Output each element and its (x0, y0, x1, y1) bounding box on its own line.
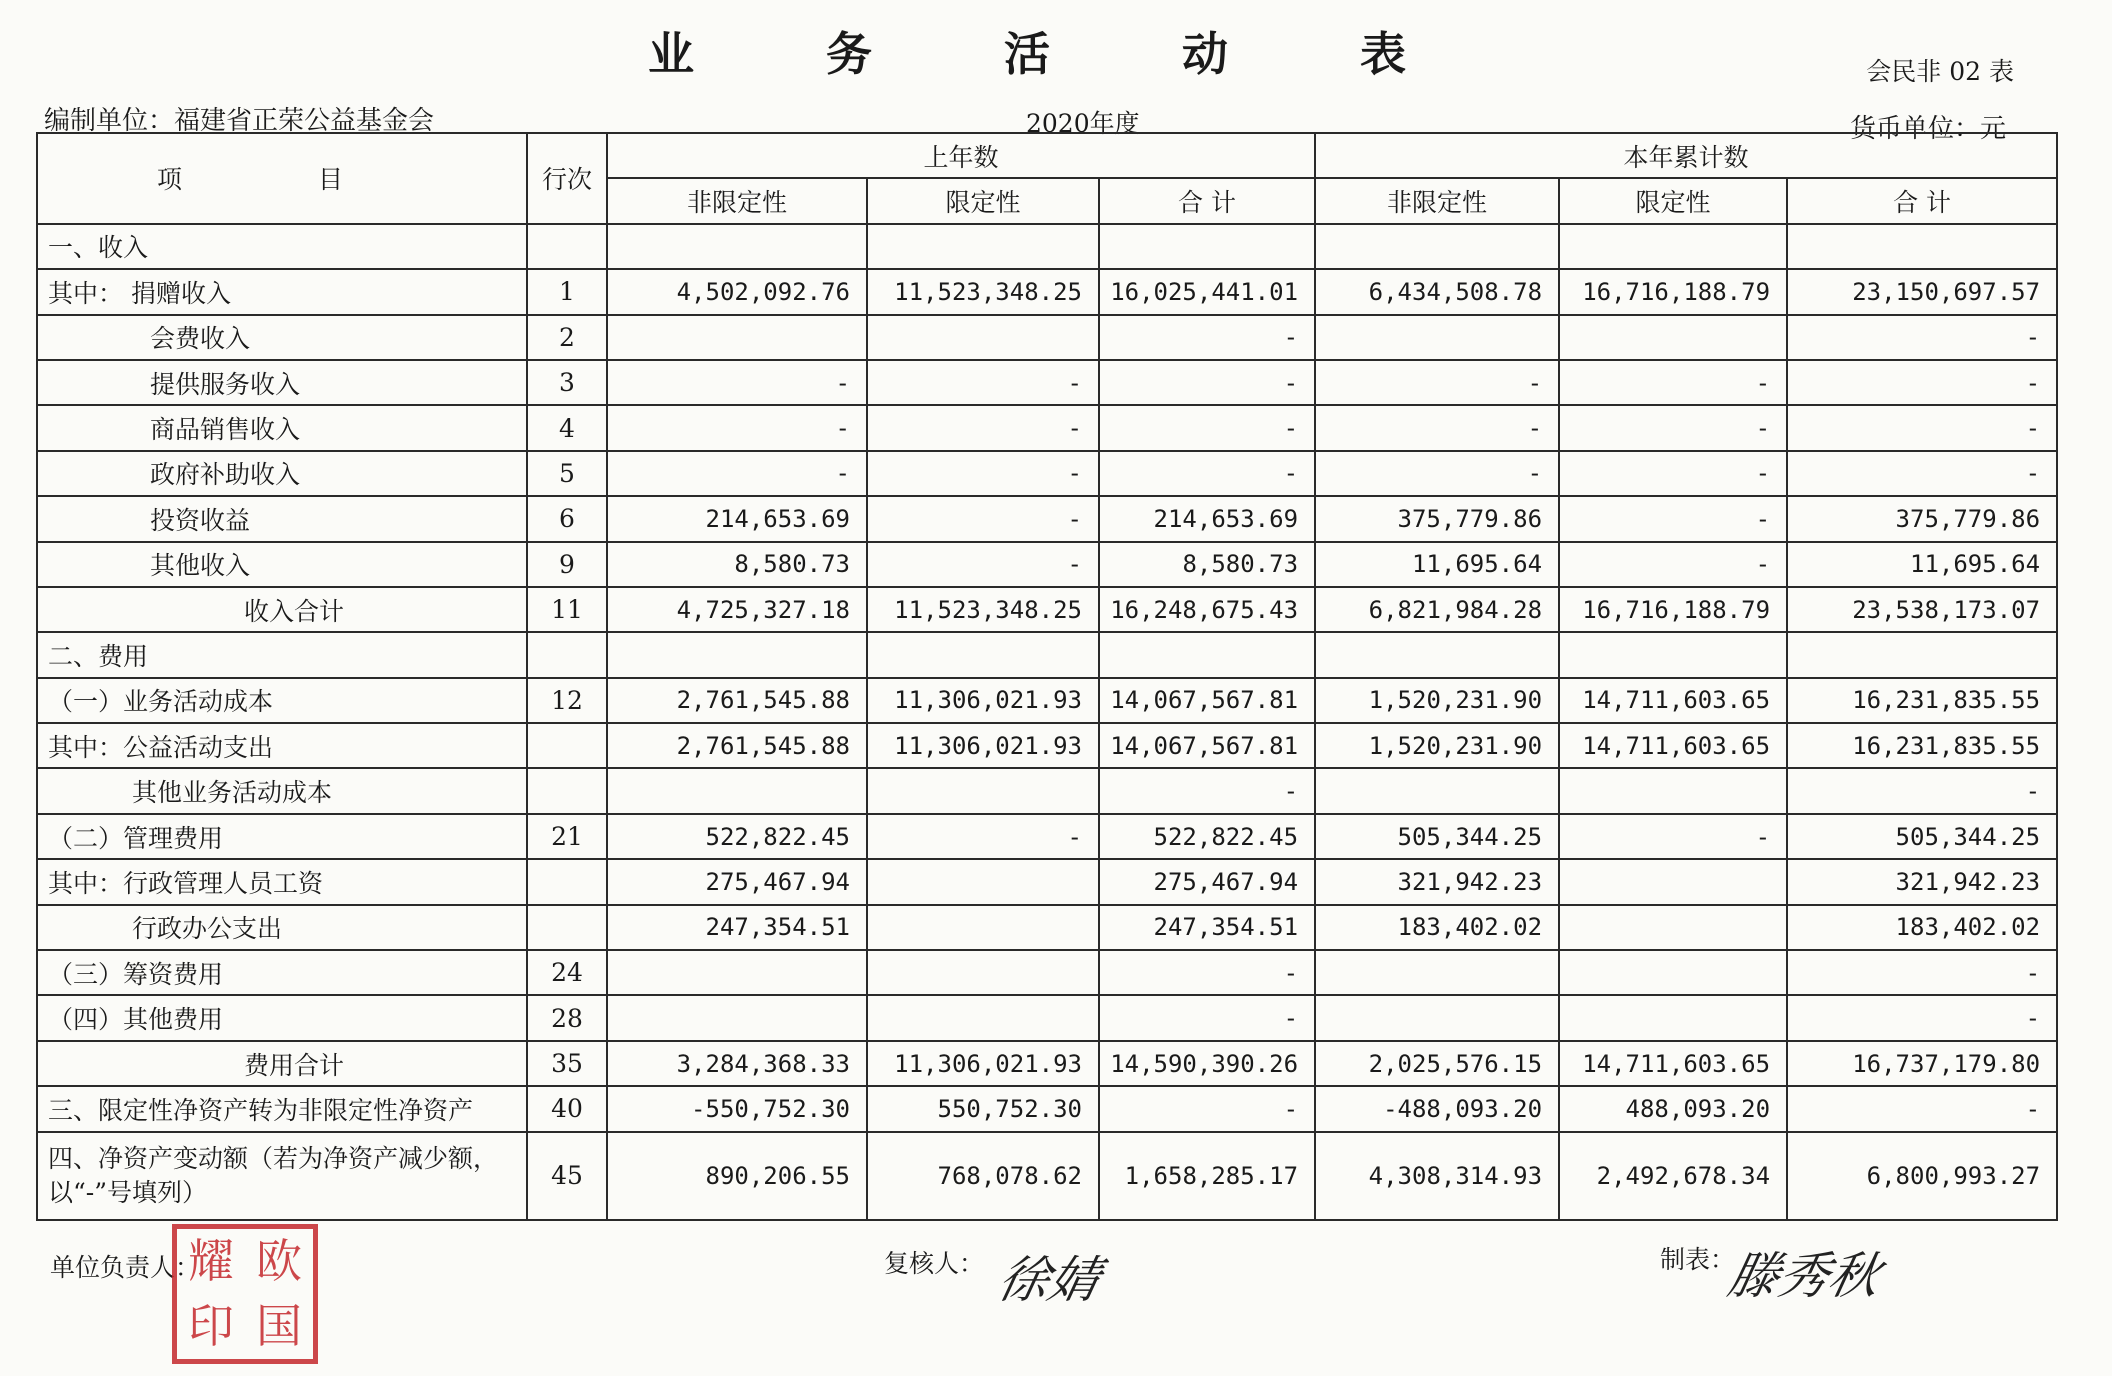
row-value-cell (1559, 224, 1787, 269)
table-row (37, 632, 2057, 677)
row-value-cell: - (867, 451, 1099, 496)
row-value-cell: - (1099, 451, 1315, 496)
row-value-cell: 1,520,231.90 (1315, 678, 1559, 723)
row-value-cell: 23,150,697.57 (1787, 269, 2057, 314)
header-prev-total: 合 计 (1099, 178, 1315, 223)
row-value-cell: - (1787, 768, 2057, 813)
row-value-cell: 4,502,092.76 (607, 269, 867, 314)
row-value-cell: - (1099, 1086, 1315, 1131)
reviewer-label: 复核人： (884, 1249, 985, 1278)
row-value-cell: 8,580.73 (1099, 542, 1315, 587)
header-previous-year: 上年数 (607, 133, 1315, 178)
table-row (37, 315, 2057, 360)
row-value-cell: 1,520,231.90 (1315, 723, 1559, 768)
row-value-cell: - (1559, 542, 1787, 587)
row-value-cell: 275,467.94 (1099, 859, 1315, 904)
row-item-label: 其他收入 (37, 542, 527, 587)
row-line-number: 24 (527, 950, 607, 995)
row-value-cell: 321,942.23 (1787, 859, 2057, 904)
row-value-cell: 6,800,993.27 (1787, 1132, 2057, 1220)
row-value-cell: - (1099, 950, 1315, 995)
preparing-unit: 编制单位：福建省正荣公益基金会 (44, 106, 435, 136)
header-curr-restricted: 限定性 (1559, 178, 1787, 223)
row-value-cell (607, 632, 867, 677)
row-value-cell: - (1787, 451, 2057, 496)
row-value-cell (867, 859, 1099, 904)
row-line-number: 40 (527, 1086, 607, 1131)
unit-head-label: 单位负责人： (50, 1253, 201, 1282)
row-value-cell: 14,590,390.26 (1099, 1041, 1315, 1086)
row-value-cell: - (1559, 496, 1787, 541)
currency-unit: 货币单位：元 (1849, 114, 2006, 144)
table-row (37, 905, 2057, 950)
report-title: 业 务 活 动 表 (647, 27, 1465, 81)
row-value-cell: 14,067,567.81 (1099, 723, 1315, 768)
row-value-cell (867, 905, 1099, 950)
row-value-cell: 375,779.86 (1787, 496, 2057, 541)
row-value-cell: - (1787, 995, 2057, 1040)
row-item-label: 提供服务收入 (37, 360, 527, 405)
row-value-cell: 3,284,368.33 (607, 1041, 867, 1086)
row-value-cell (1315, 995, 1559, 1040)
row-value-cell: - (1315, 360, 1559, 405)
row-item-label: 行政办公支出 (37, 905, 527, 950)
row-value-cell: 275,467.94 (607, 859, 867, 904)
row-value-cell: 2,025,576.15 (1315, 1041, 1559, 1086)
row-value-cell: 16,716,188.79 (1559, 587, 1787, 632)
table-row (37, 859, 2057, 904)
table-row (37, 1132, 2057, 1220)
row-value-cell (1315, 632, 1559, 677)
row-value-cell: - (607, 451, 867, 496)
row-value-cell: 214,653.69 (607, 496, 867, 541)
table-row (37, 1086, 2057, 1131)
row-value-cell: - (867, 360, 1099, 405)
table-row (37, 360, 2057, 405)
row-value-cell: 890,206.55 (607, 1132, 867, 1220)
row-value-cell: - (1099, 360, 1315, 405)
row-item-label: 投资收益 (37, 496, 527, 541)
row-value-cell: - (1787, 405, 2057, 450)
row-value-cell: 375,779.86 (1315, 496, 1559, 541)
row-value-cell: 522,822.45 (1099, 814, 1315, 859)
row-value-cell: 11,306,021.93 (867, 723, 1099, 768)
row-item-label: （二）管理费用 (37, 814, 527, 859)
header-curr-total: 合 计 (1787, 178, 2057, 223)
row-value-cell: 16,737,179.80 (1787, 1041, 2057, 1086)
business-activity-table (36, 132, 2058, 1221)
table-row (37, 678, 2057, 723)
reviewer-signature: 徐婧 (992, 1251, 1106, 1309)
row-value-cell: - (867, 496, 1099, 541)
form-number: 会民非 02 表 (1866, 57, 2014, 86)
row-value-cell: 11,523,348.25 (867, 269, 1099, 314)
seal-char: 耀 (188, 1234, 234, 1288)
seal-char: 欧 (256, 1234, 302, 1288)
row-line-number (527, 859, 607, 904)
row-line-number: 12 (527, 678, 607, 723)
row-value-cell: 2,492,678.34 (1559, 1132, 1787, 1220)
row-item-label: 其中：公益活动支出 (37, 723, 527, 768)
row-value-cell: 247,354.51 (1099, 905, 1315, 950)
row-value-cell: 247,354.51 (607, 905, 867, 950)
row-line-number (527, 905, 607, 950)
row-line-number: 21 (527, 814, 607, 859)
header-curr-unrestricted: 非限定性 (1315, 178, 1559, 223)
row-item-label: 其中： 捐赠收入 (37, 269, 527, 314)
row-line-number: 2 (527, 315, 607, 360)
row-value-cell (867, 315, 1099, 360)
row-value-cell: 16,231,835.55 (1787, 723, 2057, 768)
row-value-cell: 488,093.20 (1559, 1086, 1787, 1131)
row-line-number: 1 (527, 269, 607, 314)
row-value-cell: - (1559, 814, 1787, 859)
row-value-cell: 183,402.02 (1787, 905, 2057, 950)
row-value-cell: - (867, 542, 1099, 587)
row-value-cell (1559, 859, 1787, 904)
row-value-cell: -550,752.30 (607, 1086, 867, 1131)
row-line-number: 45 (527, 1132, 607, 1220)
row-value-cell: 6,821,984.28 (1315, 587, 1559, 632)
preparer-label: 制表： (1660, 1245, 1736, 1274)
row-value-cell (1315, 768, 1559, 813)
row-line-number: 28 (527, 995, 607, 1040)
row-line-number: 9 (527, 542, 607, 587)
row-value-cell (867, 224, 1099, 269)
row-line-number: 35 (527, 1041, 607, 1086)
row-item-label: 一、收入 (37, 224, 527, 269)
row-value-cell: 11,523,348.25 (867, 587, 1099, 632)
preparer-signature: 滕秀秋 (1722, 1247, 1886, 1305)
row-item-label: 其他业务活动成本 (37, 768, 527, 813)
row-value-cell: 14,067,567.81 (1099, 678, 1315, 723)
table-row (37, 269, 2057, 314)
row-value-cell: 6,434,508.78 (1315, 269, 1559, 314)
row-value-cell: 11,306,021.93 (867, 678, 1099, 723)
row-value-cell (1099, 224, 1315, 269)
row-value-cell (1787, 632, 2057, 677)
row-value-cell: - (1315, 405, 1559, 450)
row-value-cell: 183,402.02 (1315, 905, 1559, 950)
row-value-cell: 11,695.64 (1787, 542, 2057, 587)
row-value-cell (1787, 224, 2057, 269)
table-row (37, 768, 2057, 813)
row-item-label: 政府补助收入 (37, 451, 527, 496)
seal-stamp (172, 1224, 318, 1364)
row-value-cell: 522,822.45 (607, 814, 867, 859)
row-value-cell: - (1559, 360, 1787, 405)
row-value-cell (1559, 950, 1787, 995)
row-line-number (527, 632, 607, 677)
row-item-label: 二、费用 (37, 632, 527, 677)
row-value-cell: - (1099, 995, 1315, 1040)
table-row (37, 995, 2057, 1040)
row-item-label: 商品销售收入 (37, 405, 527, 450)
table-row (37, 950, 2057, 995)
table-row (37, 723, 2057, 768)
row-value-cell: - (607, 360, 867, 405)
report-year: 2020年度 (1026, 109, 1140, 138)
row-value-cell: 505,344.25 (1787, 814, 2057, 859)
row-value-cell: - (1099, 315, 1315, 360)
row-line-number (527, 723, 607, 768)
header-item: 项 目 (37, 133, 527, 224)
row-line-number: 6 (527, 496, 607, 541)
header-prev-unrestricted: 非限定性 (607, 178, 867, 223)
seal-char: 国 (256, 1299, 302, 1353)
row-item-label: （四）其他费用 (37, 995, 527, 1040)
table-row (37, 1041, 2057, 1086)
row-value-cell: - (1315, 451, 1559, 496)
row-value-cell: - (1559, 451, 1787, 496)
row-value-cell (1099, 632, 1315, 677)
row-line-number (527, 224, 607, 269)
row-value-cell (607, 315, 867, 360)
row-line-number: 4 (527, 405, 607, 450)
row-value-cell: 23,538,173.07 (1787, 587, 2057, 632)
row-value-cell: 214,653.69 (1099, 496, 1315, 541)
row-value-cell: - (867, 814, 1099, 859)
row-line-number (527, 768, 607, 813)
table-row (37, 405, 2057, 450)
row-value-cell: - (1787, 360, 2057, 405)
row-value-cell: - (607, 405, 867, 450)
table-row (37, 451, 2057, 496)
row-value-cell (1559, 315, 1787, 360)
row-value-cell (607, 995, 867, 1040)
row-value-cell: 11,306,021.93 (867, 1041, 1099, 1086)
row-value-cell (1559, 995, 1787, 1040)
header-line-no: 行次 (527, 133, 607, 224)
header-prev-restricted: 限定性 (867, 178, 1099, 223)
row-value-cell: 1,658,285.17 (1099, 1132, 1315, 1220)
row-value-cell: 16,025,441.01 (1099, 269, 1315, 314)
row-value-cell: 2,761,545.88 (607, 678, 867, 723)
row-value-cell (607, 224, 867, 269)
row-value-cell: 14,711,603.65 (1559, 723, 1787, 768)
row-value-cell (867, 995, 1099, 1040)
row-item-label: 四、净资产变动额（若为净资产减少额，以“-”号填列） (37, 1132, 527, 1220)
row-value-cell: 16,248,675.43 (1099, 587, 1315, 632)
row-line-number: 11 (527, 587, 607, 632)
row-value-cell (1559, 905, 1787, 950)
table-row (37, 496, 2057, 541)
row-line-number: 5 (527, 451, 607, 496)
row-value-cell: 505,344.25 (1315, 814, 1559, 859)
table-row (37, 542, 2057, 587)
table-row (37, 814, 2057, 859)
row-item-label: 费用合计 (37, 1041, 527, 1086)
header-current-year: 本年累计数 (1315, 133, 2057, 178)
row-value-cell: 768,078.62 (867, 1132, 1099, 1220)
row-item-label: 其中：行政管理人员工资 (37, 859, 527, 904)
row-item-label: （三）筹资费用 (37, 950, 527, 995)
row-value-cell: - (1787, 315, 2057, 360)
row-value-cell: 16,231,835.55 (1787, 678, 2057, 723)
row-line-number: 3 (527, 360, 607, 405)
seal-char: 印 (188, 1299, 234, 1353)
table-row (37, 587, 2057, 632)
row-value-cell: 2,761,545.88 (607, 723, 867, 768)
row-item-label: 三、限定性净资产转为非限定性净资产 (37, 1086, 527, 1131)
table-row (37, 224, 2057, 269)
row-value-cell: 14,711,603.65 (1559, 1041, 1787, 1086)
row-value-cell (1559, 632, 1787, 677)
row-value-cell (607, 768, 867, 813)
row-item-label: 收入合计 (37, 587, 527, 632)
row-value-cell (867, 632, 1099, 677)
row-value-cell (867, 950, 1099, 995)
row-value-cell: 550,752.30 (867, 1086, 1099, 1131)
row-value-cell: - (1787, 950, 2057, 995)
row-value-cell: - (1559, 405, 1787, 450)
row-value-cell: 321,942.23 (1315, 859, 1559, 904)
row-value-cell (1315, 950, 1559, 995)
row-item-label: （一）业务活动成本 (37, 678, 527, 723)
row-value-cell (1315, 315, 1559, 360)
row-item-label: 会费收入 (37, 315, 527, 360)
row-value-cell (867, 768, 1099, 813)
row-value-cell (607, 950, 867, 995)
row-value-cell: 8,580.73 (607, 542, 867, 587)
row-value-cell: - (1099, 768, 1315, 813)
row-value-cell: 16,716,188.79 (1559, 269, 1787, 314)
row-value-cell: 4,725,327.18 (607, 587, 867, 632)
row-value-cell (1315, 224, 1559, 269)
row-value-cell: -488,093.20 (1315, 1086, 1559, 1131)
row-value-cell (1559, 768, 1787, 813)
row-value-cell: 4,308,314.93 (1315, 1132, 1559, 1220)
row-value-cell: - (1099, 405, 1315, 450)
row-value-cell: 14,711,603.65 (1559, 678, 1787, 723)
row-value-cell: - (867, 405, 1099, 450)
row-value-cell: - (1787, 1086, 2057, 1131)
row-value-cell: 11,695.64 (1315, 542, 1559, 587)
